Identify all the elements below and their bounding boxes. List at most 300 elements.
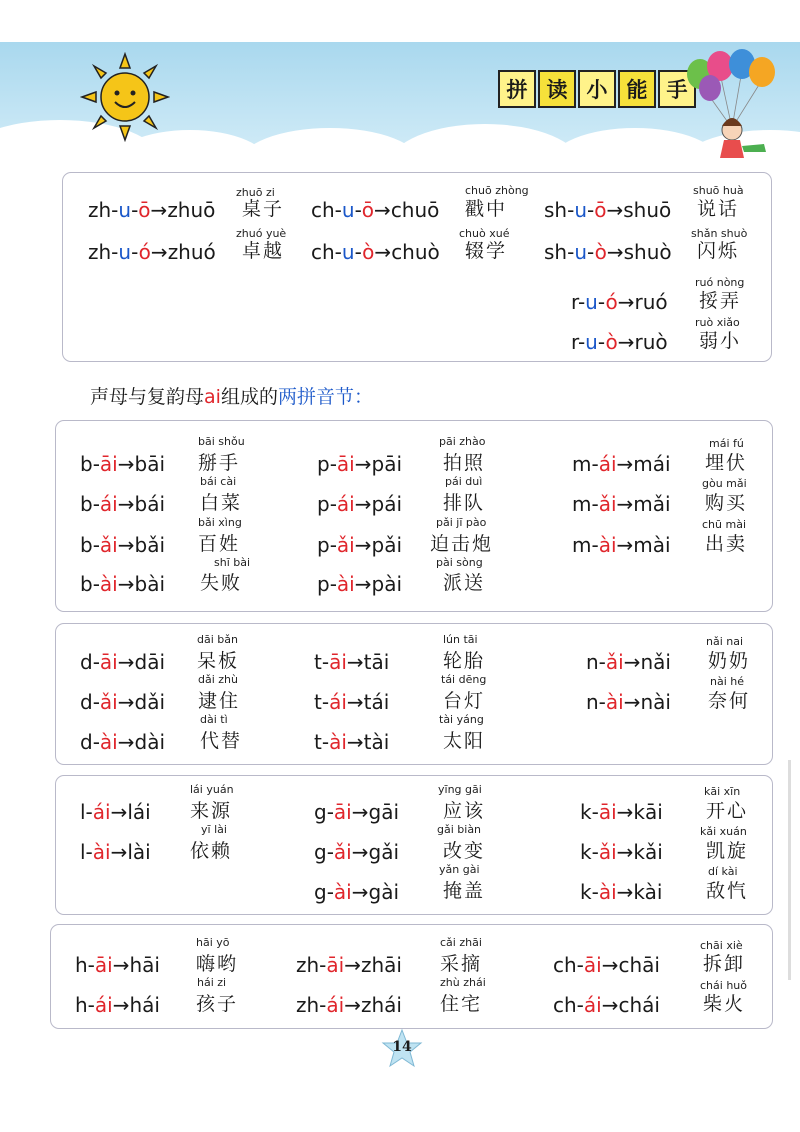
initial: g- (314, 800, 334, 824)
syllable-result: shuō (623, 198, 672, 222)
separator: - (131, 240, 139, 264)
initial: k- (580, 800, 599, 824)
toned-final: ǎi (333, 840, 352, 864)
arrow-icon: → (351, 840, 369, 864)
spelling-formula (314, 730, 389, 754)
word-hanzi: 辍学 (465, 240, 508, 262)
initial: sh- (544, 240, 575, 264)
arrow-icon: → (351, 880, 369, 904)
initial: h- (75, 993, 95, 1017)
word-hanzi: 代替 (200, 730, 243, 752)
spelling-formula (80, 730, 165, 754)
syllable-result: dǎi (134, 690, 166, 714)
word-pinyin: dāi bǎn (197, 633, 238, 646)
word-pinyin: dí kài (708, 865, 738, 878)
initial: m- (572, 492, 599, 516)
syllable-result: dài (134, 730, 166, 754)
spelling-formula (296, 953, 402, 977)
syllable-result: bǎi (134, 533, 166, 557)
syllable-result: zhái (360, 993, 402, 1017)
syllable-result: tái (363, 690, 390, 714)
section-heading (90, 382, 373, 409)
arrow-icon: → (606, 198, 624, 222)
word-pinyin: zhuó yuè (236, 227, 287, 240)
syllable-result: pài (371, 572, 403, 596)
toned-vowel: ò (605, 330, 618, 354)
arrow-icon: → (112, 993, 130, 1017)
spelling-formula (572, 492, 671, 516)
arrow-icon: → (616, 533, 634, 557)
initial: l- (80, 800, 93, 824)
initial: b- (80, 492, 100, 516)
page-edge-shadow (788, 760, 791, 980)
toned-final: ǎi (99, 690, 118, 714)
arrow-icon: → (354, 452, 372, 476)
initial: h- (75, 953, 95, 977)
syllable-result: pái (371, 492, 403, 516)
arrow-icon: → (344, 993, 361, 1017)
word-hanzi: 排队 (443, 492, 486, 514)
syllable-result: mái (633, 452, 671, 476)
syllable-result: kài (633, 880, 663, 904)
initial: d- (80, 730, 100, 754)
initial: d- (80, 690, 100, 714)
toned-final: ái (583, 993, 602, 1017)
heading-emphasis: 两拼音节 (277, 386, 354, 408)
spelling-formula (586, 690, 671, 714)
spelling-formula (311, 198, 439, 222)
medial-u: u (585, 290, 598, 314)
word-hanzi: 台灯 (443, 690, 486, 712)
spelling-formula (75, 953, 160, 977)
word-pinyin: gǎi biàn (437, 823, 482, 836)
separator: - (587, 240, 595, 264)
toned-final: ài (92, 840, 111, 864)
word-hanzi: 卓越 (242, 240, 285, 262)
ai-panel-lgk (55, 775, 773, 915)
word-hanzi: 逮住 (198, 690, 241, 712)
toned-final: āi (326, 953, 345, 977)
medial-u: u (118, 198, 132, 222)
page-number-badge (380, 1028, 424, 1072)
toned-final: ài (598, 533, 617, 557)
word-hanzi: 戳中 (465, 198, 508, 220)
toned-vowel: ò (594, 240, 607, 264)
initial: b- (80, 572, 100, 596)
spelling-formula (317, 572, 402, 596)
initial: zh- (88, 198, 119, 222)
word-hanzi: 失败 (200, 572, 243, 594)
arrow-icon: → (117, 452, 135, 476)
arrow-icon: → (616, 840, 634, 864)
arrow-icon: → (117, 690, 135, 714)
initial: b- (80, 533, 100, 557)
word-pinyin: pǎi jī pào (436, 516, 487, 529)
toned-final: ài (333, 880, 352, 904)
sun-icon (80, 52, 170, 142)
spelling-formula (572, 452, 671, 476)
word-pinyin: cǎi zhāi (440, 936, 482, 949)
word-pinyin: yī lài (201, 823, 227, 836)
toned-vowel: ò (362, 240, 375, 264)
medial-u: u (341, 198, 355, 222)
word-pinyin: pāi zhào (439, 435, 486, 448)
separator: - (131, 198, 139, 222)
initial: g- (314, 880, 334, 904)
arrow-icon: → (110, 840, 128, 864)
word-hanzi: 百姓 (198, 533, 241, 555)
word-hanzi: 购买 (705, 492, 748, 514)
heading-text: 组成的 (220, 386, 278, 408)
toned-final: ái (598, 452, 617, 476)
word-hanzi: 奈何 (708, 690, 751, 712)
syllable-result: hái (129, 993, 160, 1017)
syllable-result: nài (640, 690, 671, 714)
syllable-result: mài (633, 533, 671, 557)
word-pinyin: dǎi zhù (198, 673, 238, 686)
arrow-icon: → (117, 572, 135, 596)
spelling-formula (314, 690, 389, 714)
toned-final: ài (336, 572, 355, 596)
spelling-formula (314, 840, 399, 864)
arrow-icon: → (616, 880, 634, 904)
initial: n- (586, 690, 606, 714)
arrow-icon: → (617, 290, 635, 314)
arrow-icon: → (150, 240, 168, 264)
initial: t- (314, 730, 330, 754)
syllable-result: bài (134, 572, 166, 596)
word-pinyin: shuō huà (693, 184, 744, 197)
word-pinyin: shǎn shuò (691, 227, 748, 240)
toned-final: āi (94, 953, 113, 977)
initial: zh- (296, 953, 327, 977)
word-hanzi: 轮胎 (443, 650, 486, 672)
spelling-formula (317, 533, 402, 557)
toned-final: ǎi (598, 840, 617, 864)
syllable-result: chāi (618, 953, 660, 977)
syllable-result: gài (368, 880, 400, 904)
arrow-icon: → (616, 800, 634, 824)
word-hanzi: 太阳 (443, 730, 486, 752)
toned-final: ài (598, 880, 617, 904)
initial: r- (571, 330, 586, 354)
syllable-result: lài (127, 840, 151, 864)
toned-final: ái (329, 690, 347, 714)
initial: m- (572, 533, 599, 557)
spelling-formula (311, 240, 440, 264)
initial: d- (80, 650, 100, 674)
word-pinyin: shī bài (214, 556, 251, 569)
spelling-formula (544, 240, 672, 264)
spelling-formula (553, 993, 660, 1017)
spelling-formula (75, 993, 160, 1017)
spelling-formula (544, 198, 671, 222)
initial: ch- (311, 198, 342, 222)
spelling-formula (88, 240, 216, 264)
toned-final: ái (92, 800, 111, 824)
word-pinyin: bǎi xìng (198, 516, 242, 529)
syllable-result: kāi (633, 800, 663, 824)
medial-u: u (574, 198, 587, 222)
initial: k- (580, 840, 599, 864)
spelling-formula (80, 650, 165, 674)
arrow-icon: → (623, 690, 641, 714)
word-hanzi: 凯旋 (706, 840, 749, 862)
arrow-icon: → (601, 953, 619, 977)
initial: sh- (544, 198, 575, 222)
toned-final: ǎi (99, 533, 118, 557)
word-pinyin: kāi xīn (704, 785, 741, 798)
spelling-formula (88, 198, 215, 222)
spelling-formula (314, 880, 399, 904)
syllable-result: chuō (390, 198, 440, 222)
arrow-icon: → (374, 240, 392, 264)
medial-u: u (574, 240, 587, 264)
arrow-icon: → (112, 953, 130, 977)
spelling-formula (80, 800, 151, 824)
word-hanzi: 迫击炮 (430, 533, 494, 555)
word-pinyin: nài hé (710, 675, 745, 688)
arrow-icon: → (117, 533, 135, 557)
toned-final: āi (99, 650, 118, 674)
medial-u: u (341, 240, 355, 264)
toned-final: ái (94, 993, 113, 1017)
syllable-result: lái (127, 800, 151, 824)
word-pinyin: chuò xué (459, 227, 510, 240)
separator: - (587, 198, 595, 222)
word-hanzi: 呆板 (197, 650, 240, 672)
heading-final: ai (204, 386, 221, 408)
word-hanzi: 开心 (706, 800, 749, 822)
word-pinyin: yīng gāi (438, 783, 482, 796)
syllable-result: zhuó (167, 240, 216, 264)
word-pinyin: hāi yō (196, 936, 230, 949)
arrow-icon: → (354, 572, 372, 596)
word-hanzi: 弱小 (699, 330, 742, 352)
balloon-girl-illustration (680, 48, 790, 163)
word-pinyin: nǎi nai (706, 635, 744, 648)
arrow-icon: → (616, 452, 634, 476)
title-char: 手 (658, 70, 696, 108)
word-hanzi: 拆卸 (703, 953, 746, 975)
word-pinyin: chū mài (702, 518, 746, 531)
syllable-result: chuò (391, 240, 440, 264)
spelling-formula (571, 330, 668, 354)
title-char: 能 (618, 70, 656, 108)
word-hanzi: 桌子 (242, 198, 285, 220)
word-hanzi: 埋伏 (705, 452, 748, 474)
syllable-result: mǎi (633, 492, 671, 516)
initial: b- (80, 452, 100, 476)
spelling-formula (296, 993, 402, 1017)
initial: ch- (553, 993, 584, 1017)
syllable-result: zhuō (167, 198, 216, 222)
word-hanzi: 依赖 (190, 840, 233, 862)
syllable-result: ruò (634, 330, 668, 354)
word-hanzi: 掰手 (198, 452, 241, 474)
spelling-formula (80, 452, 165, 476)
syllable-result: gǎi (368, 840, 400, 864)
syllable-result: shuò (623, 240, 672, 264)
word-hanzi: 挼弄 (699, 290, 742, 312)
medial-u: u (585, 330, 598, 354)
syllable-result: pǎi (371, 533, 403, 557)
toned-final: āi (99, 452, 118, 476)
separator: - (354, 240, 363, 264)
word-hanzi: 住宅 (440, 993, 483, 1015)
word-hanzi: 出卖 (705, 533, 748, 555)
spelling-formula (580, 840, 663, 864)
initial: l- (80, 840, 93, 864)
heading-text: 声母与复韵母 (90, 386, 205, 408)
word-hanzi: 拍照 (443, 452, 486, 474)
initial: r- (571, 290, 586, 314)
toned-vowel: ó (138, 240, 151, 264)
initial: zh- (296, 993, 327, 1017)
word-pinyin: ruò xiǎo (695, 316, 740, 329)
syllable-result: nǎi (640, 650, 671, 674)
spelling-formula (80, 533, 165, 557)
heading-colon: ： (353, 386, 373, 408)
toned-final: āi (583, 953, 602, 977)
toned-final: ài (99, 730, 118, 754)
title-char: 拼 (498, 70, 536, 108)
spelling-formula (80, 492, 165, 516)
word-pinyin: yǎn gài (439, 863, 480, 876)
spelling-formula (80, 840, 151, 864)
spelling-formula (317, 452, 402, 476)
spelling-formula (572, 533, 671, 557)
word-hanzi: 掩盖 (443, 880, 486, 902)
initial: n- (586, 650, 606, 674)
initial: ch- (553, 953, 584, 977)
word-hanzi: 敌忾 (706, 880, 749, 902)
spelling-formula (586, 650, 671, 674)
word-pinyin: tái dēng (441, 673, 487, 686)
arrow-icon: → (351, 800, 369, 824)
word-hanzi: 派送 (443, 572, 486, 594)
toned-final: āi (333, 800, 352, 824)
syllable-result: tài (363, 730, 390, 754)
arrow-icon: → (374, 198, 391, 222)
syllable-result: bái (134, 492, 166, 516)
spelling-formula (314, 800, 399, 824)
arrow-icon: → (617, 330, 635, 354)
syllable-result: dāi (134, 650, 166, 674)
syllable-result: pāi (371, 452, 403, 476)
arrow-icon: → (354, 533, 372, 557)
syllable-result: tāi (363, 650, 390, 674)
separator: - (597, 290, 606, 314)
toned-final: ǎi (605, 650, 624, 674)
toned-final: āi (329, 650, 347, 674)
word-pinyin: mái fú (709, 437, 744, 450)
syllable-result: kǎi (633, 840, 663, 864)
toned-final: ái (326, 993, 345, 1017)
word-pinyin: zhuō zi (236, 186, 275, 199)
page-number: 14 (392, 1039, 412, 1055)
toned-vowel: ō (361, 198, 375, 222)
arrow-icon: → (623, 650, 641, 674)
initial: t- (314, 650, 330, 674)
word-pinyin: pái duì (445, 475, 483, 488)
syllable-result: bāi (134, 452, 166, 476)
arrow-icon: → (354, 492, 372, 516)
word-pinyin: dài tì (200, 713, 228, 726)
title-char: 读 (538, 70, 576, 108)
word-hanzi: 柴火 (703, 993, 746, 1015)
arrow-icon: → (616, 492, 634, 516)
toned-final: āi (598, 800, 617, 824)
toned-final: ǎi (598, 492, 617, 516)
word-pinyin: kǎi xuán (700, 825, 747, 838)
word-pinyin: bāi shǒu (198, 435, 245, 448)
word-hanzi: 改变 (443, 840, 486, 862)
toned-final: ài (605, 690, 624, 714)
syllable-result: gāi (368, 800, 400, 824)
word-hanzi: 来源 (190, 800, 233, 822)
title-char: 小 (578, 70, 616, 108)
toned-final: ài (99, 572, 118, 596)
spelling-formula (580, 800, 663, 824)
word-pinyin: chái huǒ (700, 979, 747, 992)
initial: t- (314, 690, 330, 714)
word-pinyin: zhù zhái (440, 976, 486, 989)
arrow-icon: → (601, 993, 619, 1017)
word-pinyin: lún tāi (443, 633, 478, 646)
word-pinyin: ruó nòng (695, 276, 745, 289)
spelling-formula (580, 880, 662, 904)
toned-final: ái (336, 492, 355, 516)
initial: m- (572, 452, 599, 476)
word-pinyin: tài yáng (439, 713, 484, 726)
word-pinyin: bái cài (200, 475, 237, 488)
spelling-formula (314, 650, 389, 674)
word-hanzi: 奶奶 (708, 650, 751, 672)
separator: - (597, 330, 606, 354)
syllable-result: chái (618, 993, 660, 1017)
word-pinyin: lái yuán (190, 783, 234, 796)
arrow-icon: → (346, 690, 364, 714)
spelling-formula (571, 290, 668, 314)
word-hanzi: 嗨哟 (196, 953, 239, 975)
arrow-icon: → (346, 650, 364, 674)
initial: g- (314, 840, 334, 864)
spelling-formula (553, 953, 660, 977)
initial: zh- (88, 240, 119, 264)
section-title (498, 70, 698, 108)
syllable-result: ruó (634, 290, 668, 314)
toned-final: āi (336, 452, 355, 476)
word-pinyin: chuō zhòng (465, 184, 529, 197)
initial: ch- (311, 240, 342, 264)
word-hanzi: 白菜 (200, 492, 243, 514)
word-hanzi: 闪烁 (697, 240, 740, 262)
initial: k- (580, 880, 599, 904)
medial-u: u (118, 240, 132, 264)
arrow-icon: → (606, 240, 624, 264)
arrow-icon: → (117, 492, 135, 516)
arrow-icon: → (110, 800, 128, 824)
spelling-formula (80, 690, 165, 714)
initial: p- (317, 533, 337, 557)
spelling-formula (80, 572, 165, 596)
arrow-icon: → (346, 730, 364, 754)
word-pinyin: pài sòng (436, 556, 483, 569)
arrow-icon: → (117, 650, 135, 674)
toned-vowel: ō (594, 198, 607, 222)
syllable-result: zhāi (360, 953, 402, 977)
